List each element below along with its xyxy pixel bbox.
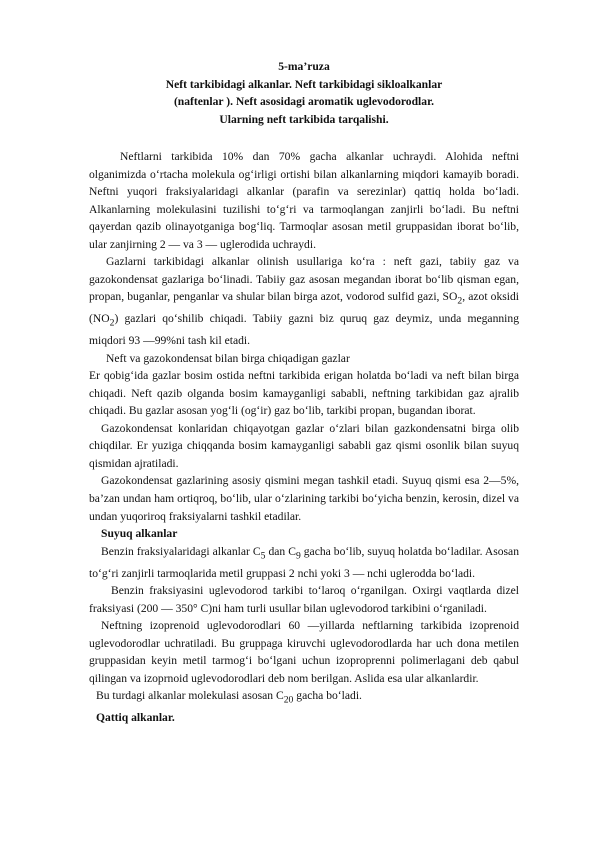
paragraph-text: ) gazlari qo‘shilib chiqadi. Tabiiy gazni biz quruq gaz deymiz, unda meganning miqdori 93 —99%ni tash kil etadi. <box>89 312 519 348</box>
subscript: 9 <box>295 549 301 561</box>
lecture-title-line: Neft tarkibidagi alkanlar. Neft tarkibidagi sikloalkanlar <box>165 77 443 91</box>
paragraph: Gazokondensat gazlarining asosiy qismini megan tashkil etadi. Suyuq qismi esa 2—5%, ba’zan undan ham ortiqroq, bo‘lib, ular o‘zlarining tarkibi bo‘yicha benzin, kerosin, dizel va undan yuqoriroq fraksiyalarni tashkil etadilar. <box>89 474 519 523</box>
paragraph-text: dan C <box>265 544 296 558</box>
paragraph: Benzin fraksiyasini uglevodorod tarkibi to‘laroq o‘rganilgan. Oxirgi vaqtlarda dizel fraksiyasi (200 — 350° C)ni ham turli usullar bilan uglevodorod tarkibini o‘rganiladi. <box>89 584 519 615</box>
paragraph-text: Benzin fraksiyalaridagi alkanlar C <box>101 544 261 558</box>
subscript: 5 <box>260 549 266 561</box>
paragraph: Neftning izoprenoid uglevodorodlari 60 —yillarda neftlarning tarkibida izoprenoid uglevodorodlar uchratiladi. Bu gruppaga kiruvchi uglevodorodlarda har uch dona metilen gruppasidan keyin metil tarmog‘i bo‘lgani uchun izoproprenni polimerlagani deb qabul qilingan va izoprnoid uglevodorodlari deb nom berilgan. Aslida esa ular alkanlardir. <box>89 619 519 685</box>
paragraph-text: gacha bo‘ladi. <box>293 689 362 703</box>
paragraph: Gazokondensat konlaridan chiqayotgan gazlar o‘zlari bilan gazkondensatni birga olib chiqdilar. Er yuziga chiqqanda bosim kamayganligi sababli gaz qismi osonlik bilan suyuq qismidan ajratiladi. <box>89 421 519 470</box>
paragraph <box>89 253 519 349</box>
subscript: 2 <box>457 295 463 307</box>
paragraph: Er qobig‘ida gazlar bosim ostida neftni tarkibida erigan holatda bo‘ladi va neft bilan birga chiqadi. Neft qazib olganda bosim kamayganligi sababli, neftning tarkibidan gaz ajralib chiqadi. Bu gazlar asosan yog‘li (og‘ir) gaz bo‘lib, tarkibi propan, bugandan iborat. <box>89 369 519 418</box>
paragraph <box>89 687 519 709</box>
subscript: 20 <box>283 694 294 706</box>
paragraph: Neftlarni tarkibida 10% dan 70% gacha alkanlar uchraydi. Alohida neftni olganimizda o‘rtacha molekula og‘irligi ortishi bilan alkanlarning miqdori kamayib boradi. Neftni yuqori fraksiyalaridagi alkanlar (parafin va serezinlar) qattiq holda bo‘ladi. Alkanlarning molekulasini tuzilishi to‘g‘ri va tarmoqlangan zanjirli bo‘ladi. Bu neftni qayerdan qazib olinayotganiga bog‘liq. Tarmoqlar asosan metil gruppasidan iborat bo‘lib, ular zanjirning 2 — va 3 — uglerodida uchraydi. <box>89 150 519 251</box>
paragraph <box>89 543 519 582</box>
section-heading: Suyuq alkanlar <box>101 527 178 541</box>
paragraph-text: Bu turdagi alkanlar molekulasi asosan C <box>96 689 284 703</box>
paragraph-text: , azot oksidi (NO <box>89 290 519 326</box>
lecture-body <box>89 148 519 727</box>
paragraph-text: gacha bo‘lib, suyuq holatda bo‘ladilar. Asosan to‘g‘ri zanjirli tarmoqlarida metil gruppasi 2 nchi yoki 3 — nchi uglerodda bo‘ladi. <box>89 544 519 580</box>
paragraph: Neft va gazokondensat bilan birga chiqadigan gazlar <box>106 351 350 365</box>
lecture-title-block <box>89 58 519 128</box>
document-page <box>89 58 519 727</box>
lecture-number: 5-ma’ruza <box>278 60 330 73</box>
paragraph-text: Gazlarni tarkibidagi alkanlar olinish usullariga ko‘ra : neft gazi, tabiiy gaz va gazokondensat gazlariga bo‘linadi. Tabiiy gaz asosan megandan iborat bo‘lib qisman egan, propan, buganlar, penganlar va shular bilan birga azot, vodorod sulfid gazi, SO <box>89 255 519 304</box>
lecture-title-line: (naftenlar ). Neft asosidagi aromatik uglevodorodlar. <box>173 95 435 108</box>
lecture-title-line: Ularning neft tarkibida tarqalishi. <box>219 112 389 126</box>
section-heading: Qattiq alkanlar. <box>96 711 175 725</box>
subscript: 2 <box>109 317 115 329</box>
